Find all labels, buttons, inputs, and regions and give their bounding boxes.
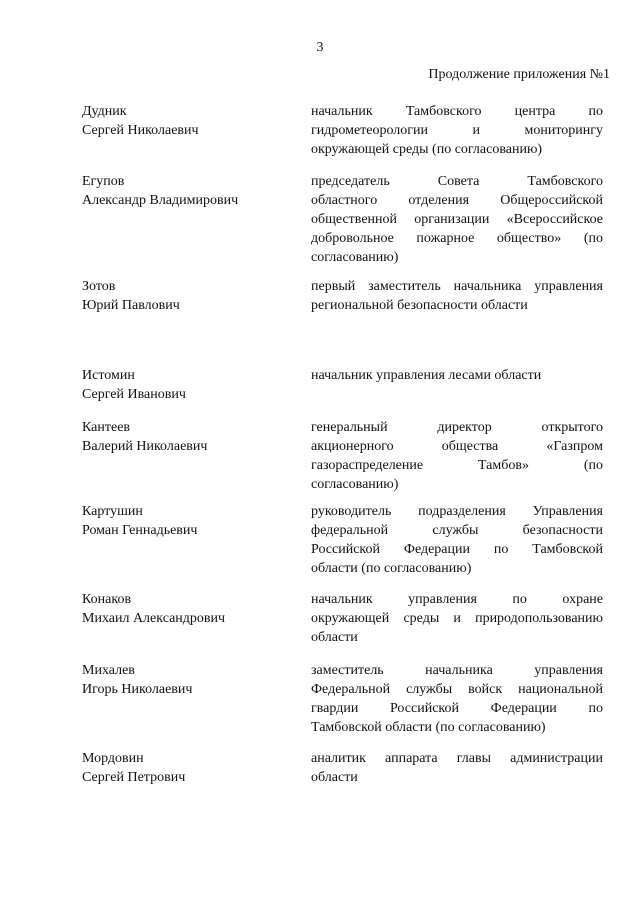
member-name <box>82 102 292 140</box>
member-given-names: Михаил Александрович <box>82 611 226 626</box>
member-given-names: Сергей Петрович <box>82 770 186 785</box>
member-given-names: Юрий Павлович <box>82 298 180 313</box>
member-position <box>311 749 603 787</box>
position-line: аналитик аппарата главы администрации <box>311 751 603 766</box>
position-line: руководитель подразделения Управления <box>311 504 603 519</box>
member-name <box>82 502 292 540</box>
member-name <box>82 749 292 787</box>
position-line: региональной безопасности области <box>311 298 528 313</box>
member-position <box>311 172 603 267</box>
member-position <box>311 590 603 647</box>
member-position <box>311 102 603 159</box>
position-line: газораспределение Тамбов» (по <box>311 458 603 473</box>
member-surname: Истомин <box>82 368 135 383</box>
member-name <box>82 661 292 699</box>
member-surname: Картушин <box>82 504 143 519</box>
member-given-names: Игорь Николаевич <box>82 682 193 697</box>
position-line: согласованию) <box>311 250 399 265</box>
member-position <box>311 418 603 494</box>
position-line: добровольное пожарное общество» (по <box>311 231 603 246</box>
member-surname: Конаков <box>82 592 132 607</box>
position-line: федеральной службы безопасности <box>311 523 603 538</box>
position-line: гвардии Российской Федерации по <box>311 701 603 716</box>
member-name <box>82 590 292 628</box>
page-number: 3 <box>316 40 324 55</box>
member-given-names: Сергей Николаевич <box>82 123 199 138</box>
member-surname: Кантеев <box>82 420 131 435</box>
position-line: гидрометеорологии и мониторингу <box>311 123 603 138</box>
member-name <box>82 418 292 456</box>
position-line: Федеральной службы войск национальной <box>311 682 603 697</box>
member-name <box>82 172 292 210</box>
member-given-names: Сергей Иванович <box>82 387 186 402</box>
position-line: областного отделения Общероссийской <box>311 193 603 208</box>
position-line: начальник управления по охране <box>311 592 603 607</box>
position-line: согласованию) <box>311 477 399 492</box>
member-surname: Мордовин <box>82 751 144 766</box>
position-line: области (по согласованию) <box>311 561 472 576</box>
member-given-names: Александр Владимирович <box>82 193 239 208</box>
position-line: председатель Совета Тамбовского <box>311 174 603 189</box>
position-line: первый заместитель начальника управления <box>311 279 603 294</box>
position-line: акционерного общества «Газпром <box>311 439 603 454</box>
member-position <box>311 366 603 385</box>
member-name <box>82 366 292 404</box>
position-line: Тамбовской области (по согласованию) <box>311 720 546 735</box>
continuation-heading: Продолжение приложения №1 <box>428 67 610 82</box>
position-line: области <box>311 770 358 785</box>
position-line: Российской Федерации по Тамбовской <box>311 542 603 557</box>
position-line: общественной организации «Всероссийское <box>311 212 603 227</box>
member-given-names: Роман Геннадьевич <box>82 523 198 538</box>
member-position <box>311 277 603 315</box>
member-surname: Дудник <box>82 104 127 119</box>
member-position <box>311 502 603 578</box>
position-line: генеральный директор открытого <box>311 420 603 435</box>
position-line: заместитель начальника управления <box>311 663 603 678</box>
member-position <box>311 661 603 737</box>
position-line: окружающей среды (по согласованию) <box>311 142 543 157</box>
position-line: начальник Тамбовского центра по <box>311 104 603 119</box>
position-line: области <box>311 630 358 645</box>
member-surname: Егупов <box>82 174 125 189</box>
position-line: начальник управления лесами области <box>311 368 542 383</box>
position-line: окружающей среды и природопользованию <box>311 611 603 626</box>
member-given-names: Валерий Николаевич <box>82 439 208 454</box>
member-name <box>82 277 292 315</box>
member-surname: Михалев <box>82 663 135 678</box>
member-surname: Зотов <box>82 279 116 294</box>
